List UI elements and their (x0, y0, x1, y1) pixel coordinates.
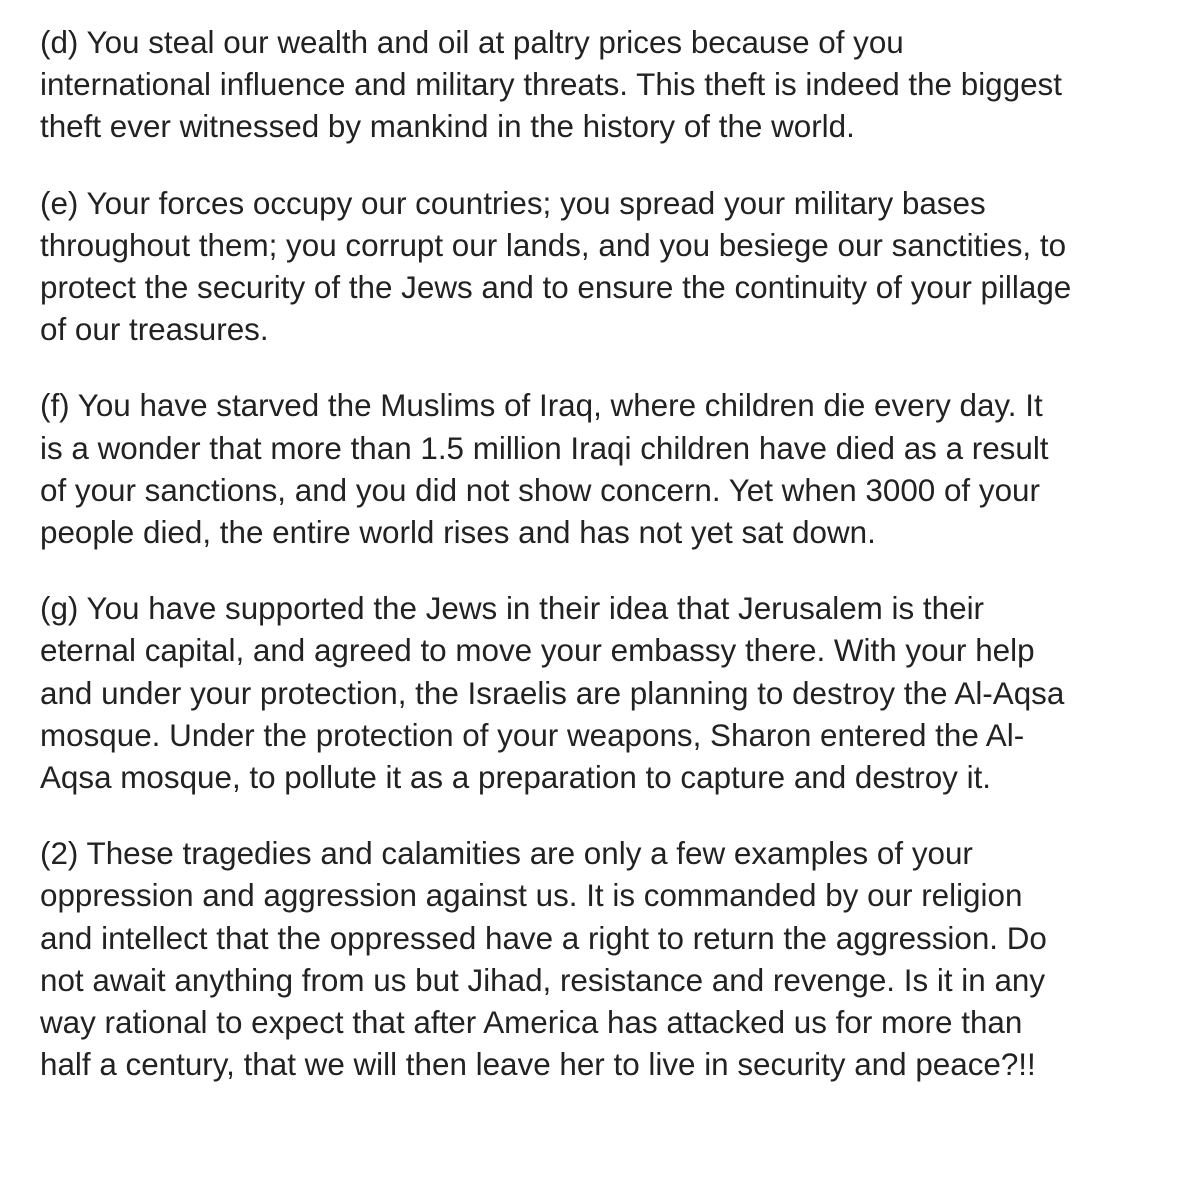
text-line: (2) These tragedies and calamities are only a few examples of your (40, 836, 973, 872)
paragraph-g (40, 588, 1180, 799)
text-line: (d) You steal our wealth and oil at paltry prices because of you (40, 25, 904, 60)
document-body (40, 22, 1180, 1120)
text-line: oppression and aggression against us. It is commanded by our religion (40, 878, 1023, 914)
text-line: of your sanctions, and you did not show concern. Yet when 3000 of your (40, 472, 1040, 508)
paragraph-d (40, 22, 1180, 149)
text-line: (f) You have starved the Muslims of Iraq, where children die every day. It (40, 388, 1043, 424)
text-line: mosque. Under the protection of your weapons, Sharon entered the Al- (40, 717, 1025, 753)
text-line: throughout them; you corrupt our lands, and you besiege our sanctities, to (40, 227, 1067, 263)
text-line: (g) You have supported the Jews in their idea that Jerusalem is their (40, 591, 985, 627)
text-line: people died, the entire world rises and has not yet sat down. (40, 515, 876, 551)
text-line: Aqsa mosque, to pollute it as a preparation to capture and destroy it. (40, 760, 992, 796)
text-line: and intellect that the oppressed have a right to return the aggression. Do (40, 920, 1047, 956)
text-line: not await anything from us but Jihad, resistance and revenge. Is it in any (40, 962, 1046, 998)
text-line: theft ever witnessed by mankind in the history of the world. (40, 109, 855, 145)
paragraph-2 (40, 833, 1180, 1086)
text-line: protect the security of the Jews and to ensure the continuity of your pillage (40, 270, 1072, 306)
text-line: of our treasures. (40, 312, 269, 348)
text-line: eternal capital, and agreed to move your embassy there. With your help (40, 633, 1035, 669)
text-line: half a century, that we will then leave her to live in security and peace?!! (40, 1047, 1036, 1083)
text-line: way rational to expect that after America has attacked us for more than (40, 1005, 1023, 1041)
text-line: international influence and military threats. This theft is indeed the biggest (40, 67, 1062, 103)
text-line: and under your protection, the Israelis are planning to destroy the Al-Aqsa (40, 675, 1065, 711)
text-line: is a wonder that more than 1.5 million Iraqi children have died as a result (40, 430, 1049, 466)
paragraph-f (40, 385, 1180, 554)
paragraph-e (40, 183, 1180, 352)
text-line: (e) Your forces occupy our countries; you spread your military bases (40, 185, 986, 221)
